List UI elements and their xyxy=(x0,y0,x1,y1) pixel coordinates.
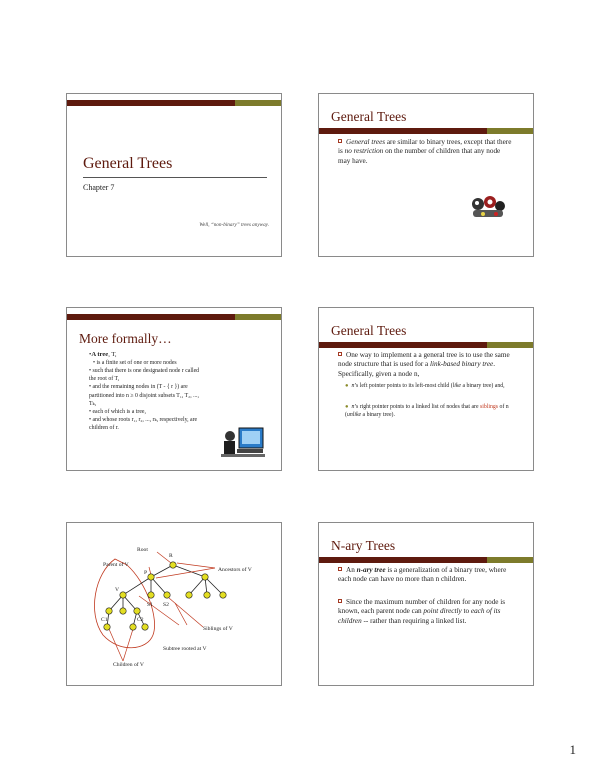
tree-node xyxy=(186,592,192,598)
tree-node xyxy=(106,608,112,614)
slide-4-sub-2: ● n’s right pointer points to a linked list of nodes that are siblings of n (unlike a binary tree). xyxy=(345,404,509,419)
slide-4-title: General Trees xyxy=(331,323,407,338)
label-c2: C2 xyxy=(137,617,144,623)
tree-node xyxy=(220,592,226,598)
slide-1 xyxy=(66,93,282,257)
tree-node xyxy=(104,624,110,630)
label-s2: S2 xyxy=(163,602,169,608)
slide-3-title: More formally… xyxy=(79,331,172,346)
slide-6-bullet-1: An n-ary tree is a generalization of a binary tree, where each node can have no more than n children. xyxy=(338,566,507,584)
dot-bullet-icon: ● xyxy=(345,383,349,389)
slide-3-line-2: • such that there is one designated node r called the root of T, xyxy=(89,368,200,383)
slide-4-sub-1: ● n’s left pointer points to its left-most child (like a binary tree) and, xyxy=(345,383,505,389)
tree-node xyxy=(148,592,154,598)
slide-2-title: General Trees xyxy=(331,109,407,124)
slide-3-line-3: • and the remaining nodes in (T - { r }) are partitioned into n ≥ 0 disjoint subsets T₁, T₂, ..., Tₖ, xyxy=(89,384,199,407)
slide-2-title-bar-accent xyxy=(487,128,533,134)
label-siblings: Siblings of V xyxy=(203,626,233,632)
tree-node xyxy=(204,592,210,598)
slide-3-line-5: • and whose roots r₁, r₂, ..., rₖ, respectively, are children of r. xyxy=(89,417,198,432)
label-parent-of-v: Parent of V xyxy=(103,562,129,568)
tree-node xyxy=(120,592,126,598)
tree-diagram xyxy=(67,523,282,686)
slide-3-top-bar-accent xyxy=(235,314,281,320)
tree-node xyxy=(130,624,136,630)
slide-1-top-bar-accent xyxy=(235,100,281,106)
tree-node xyxy=(164,592,170,598)
slide-2-bullet-1: General trees are similar to binary trees, except that there is no restriction on the number of children that any node may have. xyxy=(338,138,512,165)
slide-3-line-1: • is a finite set of one or more nodes xyxy=(93,359,177,366)
tree-node xyxy=(148,574,154,580)
square-bullet-icon xyxy=(338,599,342,603)
label-c1: C1 xyxy=(101,617,108,623)
slide-1-title: General Trees xyxy=(83,155,173,172)
label-ancestors: Ancestors of V xyxy=(218,567,252,573)
slide-3-head: •A tree, T, xyxy=(89,351,117,358)
slide-3-line-4: • each of which is a tree, xyxy=(89,409,146,416)
tree-node xyxy=(134,608,140,614)
label-children: Children of V xyxy=(113,662,144,668)
tree-node xyxy=(120,608,126,614)
slide-5 xyxy=(66,522,282,686)
tree-nodes xyxy=(104,562,226,630)
label-subtree: Subtree rooted at V xyxy=(163,646,207,652)
slide-3 xyxy=(66,307,282,471)
slide-4-bullet-1: One way to implement a a general tree is to use the same node structure that is used for a link-based binary tree. Specifically, given a node n, xyxy=(338,351,510,378)
label-p: P xyxy=(144,570,148,576)
slide-1-divider xyxy=(83,177,267,178)
slide-1-note: Well, “non-binary” trees anyway. xyxy=(199,222,269,228)
label-v: V xyxy=(115,587,120,593)
annotation-arrows xyxy=(109,552,215,661)
computer-user-clipart-icon xyxy=(221,426,265,460)
slide-4 xyxy=(318,307,534,471)
slide-6-title-bar-accent xyxy=(487,557,533,563)
slide-4-title-bar-accent xyxy=(487,342,533,348)
slide-6 xyxy=(318,522,534,686)
square-bullet-icon xyxy=(338,352,342,356)
animal-characters-clipart-icon xyxy=(469,194,507,220)
slide-3-definition xyxy=(89,351,207,433)
label-r: R xyxy=(169,553,173,559)
tree-node xyxy=(202,574,208,580)
square-bullet-icon xyxy=(338,139,342,143)
label-s1: S1 xyxy=(147,602,153,608)
slide-6-bullet-2: Since the maximum number of children for any node is known, each parent node can point directly to each of its children -- rather than requiring a linked list. xyxy=(338,598,506,625)
dot-bullet-icon: ● xyxy=(345,404,349,410)
slide-6-title: N-ary Trees xyxy=(331,538,396,553)
slide-2 xyxy=(318,93,534,257)
tree-node xyxy=(170,562,176,568)
page-number: 1 xyxy=(569,742,576,757)
label-root: Root xyxy=(137,547,148,553)
tree-node xyxy=(142,624,148,630)
slide-1-subtitle: Chapter 7 xyxy=(83,183,115,192)
square-bullet-icon xyxy=(338,567,342,571)
